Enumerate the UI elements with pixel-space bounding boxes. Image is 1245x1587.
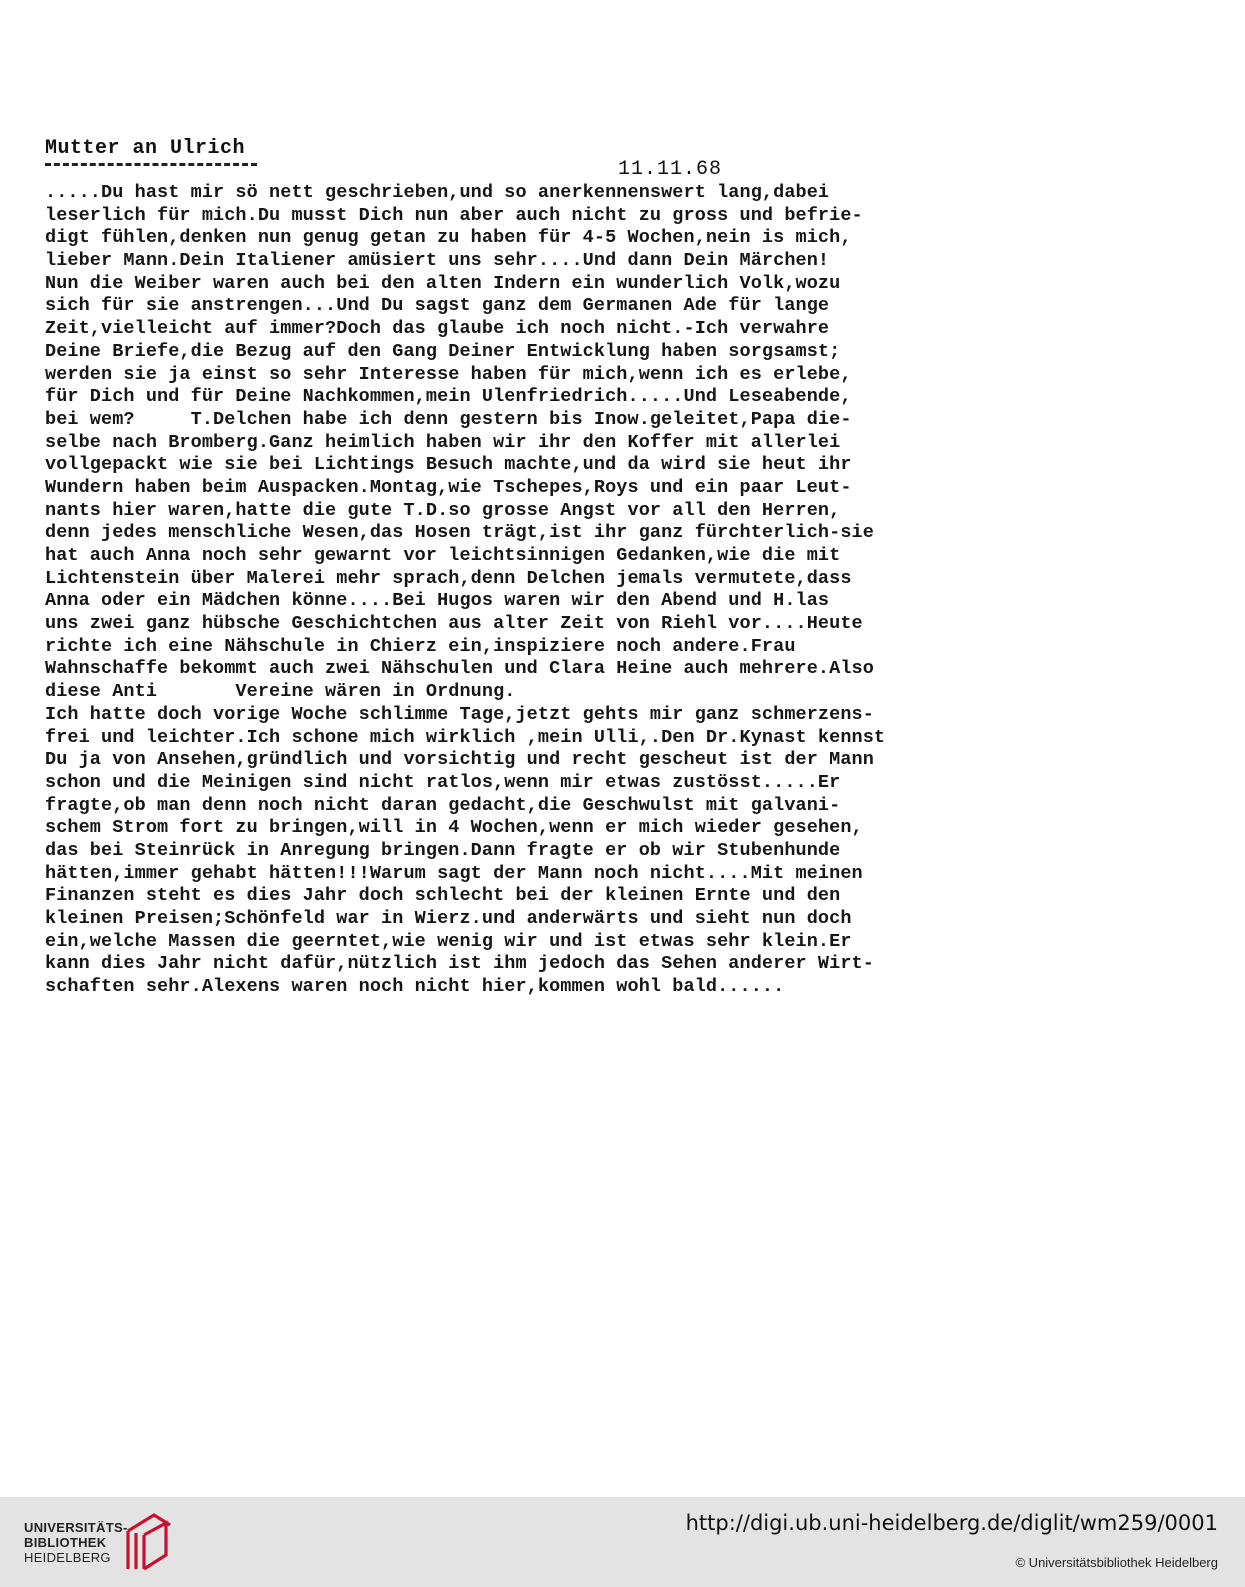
- letter-line: .....Du hast mir sö nett geschrieben,und so anerkennenswert lang,dabei: [45, 182, 830, 203]
- letter-line: lieber Mann.Dein Italiener amüsiert uns sehr....Und dann Dein Märchen!: [45, 250, 830, 272]
- letter-line: ein,welche Massen die geerntet,wie wenig wir und ist etwas sehr klein.Er: [45, 930, 852, 952]
- letter-line: für Dich und für Deine Nachkommen,mein Ulenfriedrich.....Und Leseabende,: [45, 386, 852, 408]
- letter-line: Du ja von Ansehen,gründlich und vorsichtig und recht gescheut ist der Mann: [45, 749, 874, 771]
- letter-line: das bei Steinrück in Anregung bringen.Dann fragte er ob wir Stubenhunde: [45, 839, 841, 861]
- letter-line: Zeit,vielleicht auf immer?Doch das glaube ich noch nicht.-Ich verwahre: [45, 318, 830, 340]
- letter-line: schon und die Meinigen sind nicht ratlos,wenn mir etwas zustösst.....Er: [45, 771, 841, 793]
- letter-line: Nun die Weiber waren auch bei den alten Indern ein wunderlich Volk,wozu: [45, 272, 841, 294]
- letter-line: Finanzen steht es dies Jahr doch schlecht bei der kleinen Ernte und den: [45, 885, 841, 907]
- logo-line-1: UNIVERSITÄTS-: [24, 1520, 128, 1535]
- letter-line: Deine Briefe,die Bezug auf den Gang Deiner Entwicklung haben sorgsamst;: [45, 340, 841, 362]
- letter-body: [45, 182, 1045, 999]
- letter-line: hätten,immer gehabt hätten!!!Warum sagt der Mann noch nicht....Mit meinen: [45, 862, 863, 884]
- letter-line: uns zwei ganz hübsche Geschichtchen aus alter Zeit von Riehl vor....Heute: [45, 613, 863, 635]
- letter-line: Lichtenstein über Malerei mehr sprach,denn Delchen jemals vermutete,dass: [45, 567, 852, 589]
- library-footer: [0, 1497, 1245, 1587]
- letter-line: selbe nach Bromberg.Ganz heimlich haben wir ihr den Koffer mit allerlei: [45, 431, 841, 453]
- letter-line: Wahnschaffe bekommt auch zwei Nähschulen und Clara Heine auch mehrere.Also: [45, 658, 874, 680]
- letter-line: nants hier waren,hatte die gute T.D.so grosse Angst vor all den Herren,: [45, 499, 841, 521]
- letter-line: denn jedes menschliche Wesen,das Hosen trägt,ist ihr ganz fürchterlich-sie: [45, 522, 874, 544]
- letter-line: digt fühlen,denken nun genug getan zu haben für 4-5 Wochen,nein is mich,: [45, 227, 852, 249]
- letter-line: richte ich eine Nähschule in Chierz ein,inspiziere noch andere.Frau: [45, 635, 796, 657]
- letter-line: leserlich für mich.Du musst Dich nun aber auch nicht zu gross und befrie-: [45, 204, 863, 226]
- logo-line-2: BIBLIOTHEK: [24, 1535, 107, 1550]
- letter-line: Anna oder ein Mädchen könne....Bei Hugos waren wir den Abend und H.las: [45, 590, 830, 612]
- letter-heading: Mutter an Ulrich: [45, 137, 246, 160]
- library-logo-icon: [124, 1511, 174, 1573]
- letter-line: sich für sie anstrengen...Und Du sagst ganz dem Germanen Ade für lange: [45, 295, 830, 317]
- library-logo-text: [24, 1520, 128, 1565]
- letter-line: schem Strom fort zu bringen,will in 4 Wochen,wenn er mich wieder gesehen,: [45, 817, 863, 839]
- letter-line: kleinen Preisen;Schönfeld war in Wierz.und anderwärts und sieht nun doch: [45, 908, 852, 929]
- letter-line: frei und leichter.Ich schone mich wirklich ,mein Ulli,.Den Dr.Kynast kennst: [45, 726, 886, 748]
- heading-underline: [45, 163, 257, 166]
- logo-line-3: HEIDELBERG: [24, 1550, 111, 1565]
- copyright-notice: © Universitätsbibliothek Heidelberg: [1015, 1555, 1218, 1570]
- letter-line: vollgepackt wie sie bei Lichtings Besuch machte,und da wird sie heut ihr: [45, 454, 852, 476]
- letter-line: Ich hatte doch vorige Woche schlimme Tage,jetzt gehts mir ganz schmerzens-: [45, 703, 874, 725]
- letter-line: kann dies Jahr nicht dafür,nützlich ist ihm jedoch das Sehen anderer Wirt-: [45, 953, 874, 975]
- letter-date: 11.11.68: [618, 158, 723, 181]
- letter-line: diese Anti Vereine wären in Ordnung.: [45, 681, 516, 703]
- letter-line: Wundern haben beim Auspacken.Montag,wie Tschepes,Roys und ein paar Leut-: [45, 476, 852, 498]
- letter-line: werden sie ja einst so sehr Interesse haben für mich,wenn ich es erlebe,: [45, 363, 852, 385]
- permalink-url[interactable]: http://digi.ub.uni-heidelberg.de/diglit/wm259/0001: [685, 1511, 1218, 1535]
- letter-line: bei wem? T.Delchen habe ich denn gestern bis Inow.geleitet,Papa die-: [45, 408, 852, 430]
- letter-line: fragte,ob man denn noch nicht daran gedacht,die Geschwulst mit galvani-: [45, 794, 841, 816]
- letter-line: hat auch Anna noch sehr gewarnt vor leichtsinnigen Gedanken,wie die mit: [45, 545, 841, 566]
- letter-line: schaften sehr.Alexens waren noch nicht hier,kommen wohl bald......: [45, 976, 785, 998]
